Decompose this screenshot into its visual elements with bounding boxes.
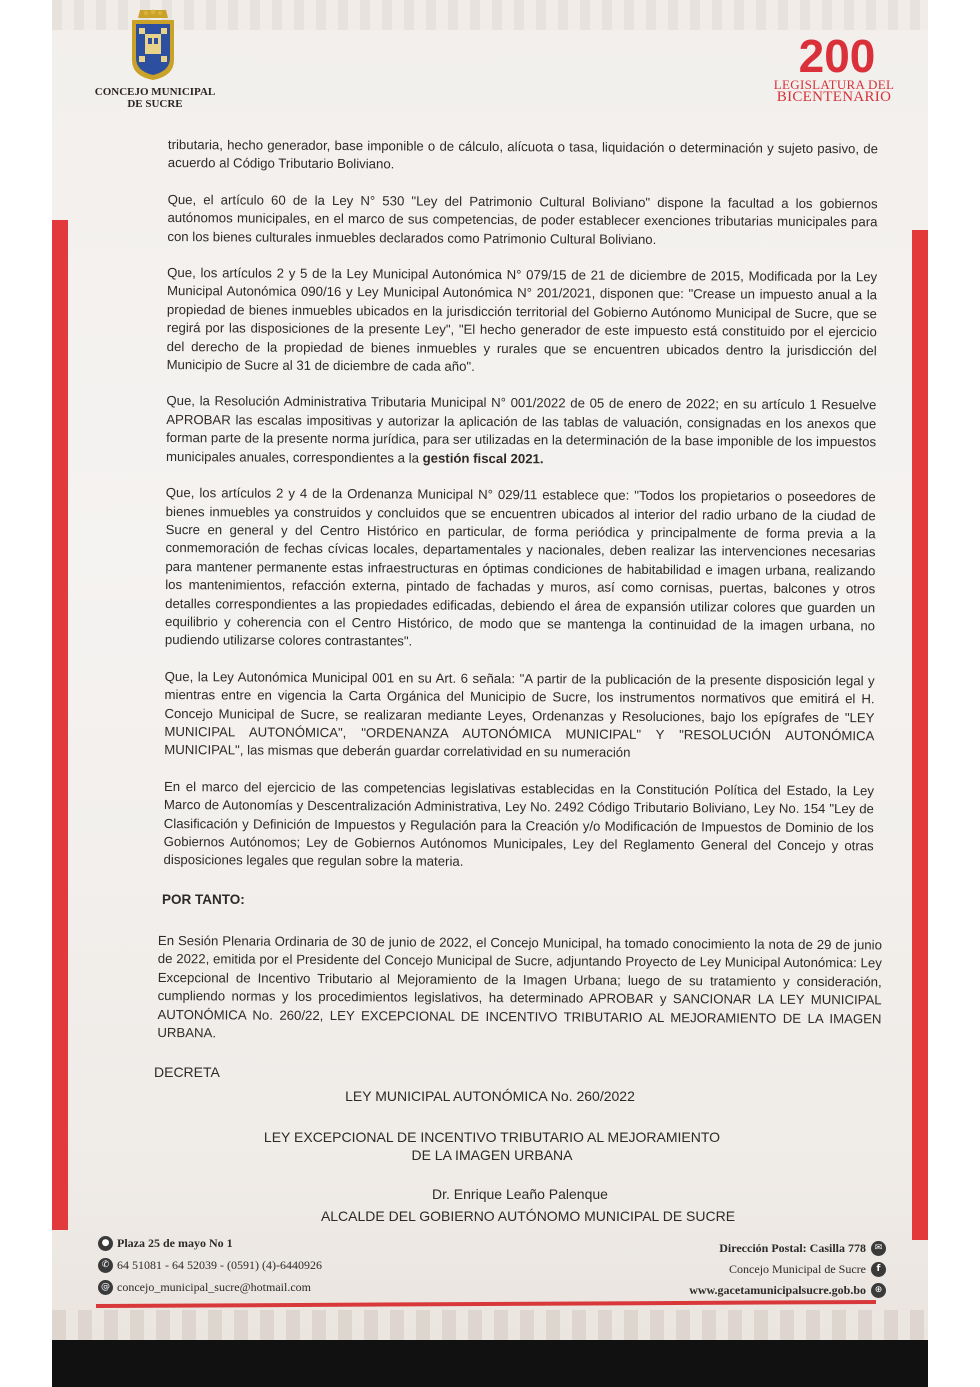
location-icon: ● — [98, 1236, 113, 1251]
paragraph-resolucion-text: Que, la Resolución Administrativa Tributaria Municipal N° 001/2022 de 05 de enero de 2022; en su artículo 1 Resuelve APROBAR las escalas impositivas y autorizar la aplicación de las tablas de valuación, consignadas en los anexos que forman parte de la presente norma jurídica, para ser utilizadas en la determinación de la base imponible de los impuestos municipales anuales, correspondientes a la — [165, 393, 877, 466]
footer-address-row — [98, 1232, 398, 1254]
ley-title — [262, 1128, 722, 1164]
bicentenario-line1: LEGISLATURA DEL — [773, 77, 895, 92]
paragraph-competencias: En el marco del ejercicio de las competencias legislativas establecidas en la Constitución Política del Estado, la Ley Marco de Autonomías y Descentralización Administrativa, Ley No. 2492 Código Tributario Boliviano, Ley No. 154 "Ley de Clasificación y Definición de Impuestos y Regulación para la Creación y/o Modificación de Impuestos de Dominio de los Gobiernos Autónomos; Ley de Gobiernos Autónomos Municipales, Ley del Reglamento General del Concejo y otras disposiciones legales que regulan sobre la materia. — [163, 778, 875, 870]
left-red-band — [52, 220, 68, 1230]
footer-postal-row — [590, 1238, 886, 1259]
ley-title-line2: DE LA IMAGEN URBANA — [411, 1147, 573, 1163]
footer-website[interactable]: www.gacetamunicipalsucre.gob.bo — [689, 1283, 866, 1297]
mailbox-icon: ✉ — [871, 1241, 886, 1256]
paragraph-ley-079-15: Que, los artículos 2 y 5 de la Ley Municipal Autonómica N° 079/15 de 21 de diciembre de 2015, Modificada por la Ley Municipal Autonómica 090/16 y Ley Municipal Autonómica N° 201/2021, disponen que: "Crease un impuesto anual a la propiedad de bienes inmuebles ubicados en la jurisdicción territorial del Gobierno Autónomo Municipal de Sucre, que se regirá por las disposiciones de la presente Ley", "El hecho generador de este impuesto está constituido por el ejercicio del derecho de la propiedad de bienes inmuebles y rurales que se encuentren ubicados dentro la jurisdicción del Municipio de Sucre al 31 de diciembre de cada año". — [166, 265, 878, 374]
footer-phones-row — [98, 1254, 398, 1276]
bicentenario-200-logo — [782, 30, 892, 78]
concejo-name-line2: DE SUCRE — [127, 98, 183, 110]
paragraph-ley-autonomica-001: Que, la Ley Autonómica Municipal 001 en su Art. 6 señala: "A partir de la publicación de la presente disposición legal y mientras entre en vigencia la Carta Orgánica del Municipio de Sucre, los instrumentos normativos que emitirá el H. Concejo Municipal de Sucre, se realizaran mediante Leyes, Ordenanzas y Resoluciones, bajo los epígrafes de "LEY MUNICIPAL AUTONÓMICA", "ORDENANZA AUTONÓMICA MUNICIPAL" Y "RESOLUCIÓN AUTONÓMICA MUNICIPAL", las mismas que deberán guardar correlatividad en su numeración — [164, 668, 875, 761]
facebook-icon: f — [871, 1262, 886, 1277]
ley-title-line1: LEY EXCEPCIONAL DE INCENTIVO TRIBUTARIO AL MEJORAMIENTO — [263, 1129, 721, 1145]
bicentenario-line2: BICENTENARIO — [776, 89, 892, 105]
page-bottom-edge — [52, 1340, 928, 1387]
concejo-name-line1: CONCEJO MUNICIPAL — [94, 86, 216, 98]
whatsapp-icon: ✆ — [98, 1258, 113, 1273]
footer-email[interactable]: concejo_municipal_sucre@hotmail.com — [117, 1280, 311, 1294]
document-body — [163, 136, 878, 892]
globe-icon: ⊕ — [871, 1283, 886, 1298]
footer-postal: Dirección Postal: Casilla 778 — [719, 1241, 866, 1255]
footer-phones: 64 51081 - 64 52039 - (0591) (4)-6440926 — [117, 1258, 322, 1272]
paragraph-ley-530: Que, el artículo 60 de la Ley N° 530 "Ley del Patrimonio Cultural Boliviano" dispone la facultad a los gobiernos autónomos municipales, en el marco de sus competencias, de poder establecer exenciones tributarias municipales para con los bienes culturales inmuebles declarados como Patrimonio Cultural Boliviano. — [167, 191, 878, 247]
concejo-name — [90, 86, 220, 110]
ley-number: LEY MUNICIPAL AUTONÓMICA No. 260/2022 — [345, 1088, 635, 1104]
footer-links — [590, 1238, 886, 1301]
bicentenario-label — [772, 78, 896, 104]
footer-address: Plaza 25 de mayo No 1 — [117, 1236, 233, 1250]
por-tanto-heading: POR TANTO: — [162, 892, 245, 907]
paragraph-resolucion-001-2022 — [166, 392, 876, 470]
footer-website-row[interactable] — [590, 1280, 886, 1301]
paragraph-tributaria: tributaria, hecho generador, base imponible o de cálculo, alícuota o tasa, liquidación o determinación y sujeto pasivo, de acuerdo al Código Tributario Boliviano. — [167, 136, 878, 172]
footer-facebook[interactable]: Concejo Municipal de Sucre — [729, 1262, 866, 1276]
paragraph-sesion-plenaria: En Sesión Plenaria Ordinaria de 30 de junio de 2022, el Concejo Municipal, ha tomado conocimiento la nota de 29 de junio de 2022, emitida por el Presidente del Concejo Municipal de Sucre, adjuntando Proyecto de Ley Municipal Autonómica: Ley Excepcional de Incentivo Tributario al Mejoramiento de la Imagen Urbana; luego de su tratamiento y consideración, cumpliendo normas y los procedimientos legislativos, ha determinado APROBAR y SANCIONAR LA LEY MUNICIPAL AUTONÓMICA No. 260/22, LEY EXCEPCIONAL DE INCENTIVO TRIBUTARIO AL MEJORAMIENTO DE LA IMAGEN URBANA. — [157, 933, 882, 1041]
right-red-band — [912, 230, 928, 1240]
paragraph-ordenanza-029-11: Que, los artículos 2 y 4 de la Ordenanza Municipal N° 029/11 establece que: "Todos los propietarios o poseedores de bienes inmuebles ya construidos y concluidos que se encuentren ubicados al interior del radio urbano de la ciudad de Sucre en general y del Centro Histórico en particular, de forma periódica y principalmente de forma previa a la conmemoración de fechas cívicas locales, departamentales y nacionales, deben realizar las intervenciones necesarias para mantener permanente estas infraestructuras en óptimas condiciones de habitabilidad e imagen urbana, realizando los mantenimientos, refacción externa, pintado de fachadas y muros, así como cornisas, puertas, balcones y otros detalles correspondientes a las propiedades edificadas, debiendo el área de expansión utilizar colores que guarden un equilibrio y coherencia con el Centro Histórico, de modo que se mantenga la continuidad de la imagen urbana, no pudiendo utilizarse colores contrastantes". — [164, 485, 876, 649]
top-decorative-pattern — [52, 0, 928, 30]
sucre-coat-of-arms-icon — [128, 8, 178, 82]
page-margin-left — [0, 0, 52, 1387]
email-icon: @ — [98, 1280, 113, 1295]
footer-email-row[interactable] — [98, 1276, 398, 1298]
signer-title: ALCALDE DEL GOBIERNO AUTÓNOMO MUNICIPAL DE SUCRE — [320, 1208, 736, 1224]
gestion-fiscal-bold: gestión fiscal 2021. — [422, 450, 544, 466]
decreta-heading: DECRETA — [154, 1064, 220, 1080]
footer-facebook-row[interactable] — [590, 1259, 886, 1280]
footer-contact — [98, 1232, 398, 1298]
bicentenario-number: 200 — [798, 30, 876, 78]
signer-name: Dr. Enrique Leaño Palenque — [432, 1186, 608, 1202]
